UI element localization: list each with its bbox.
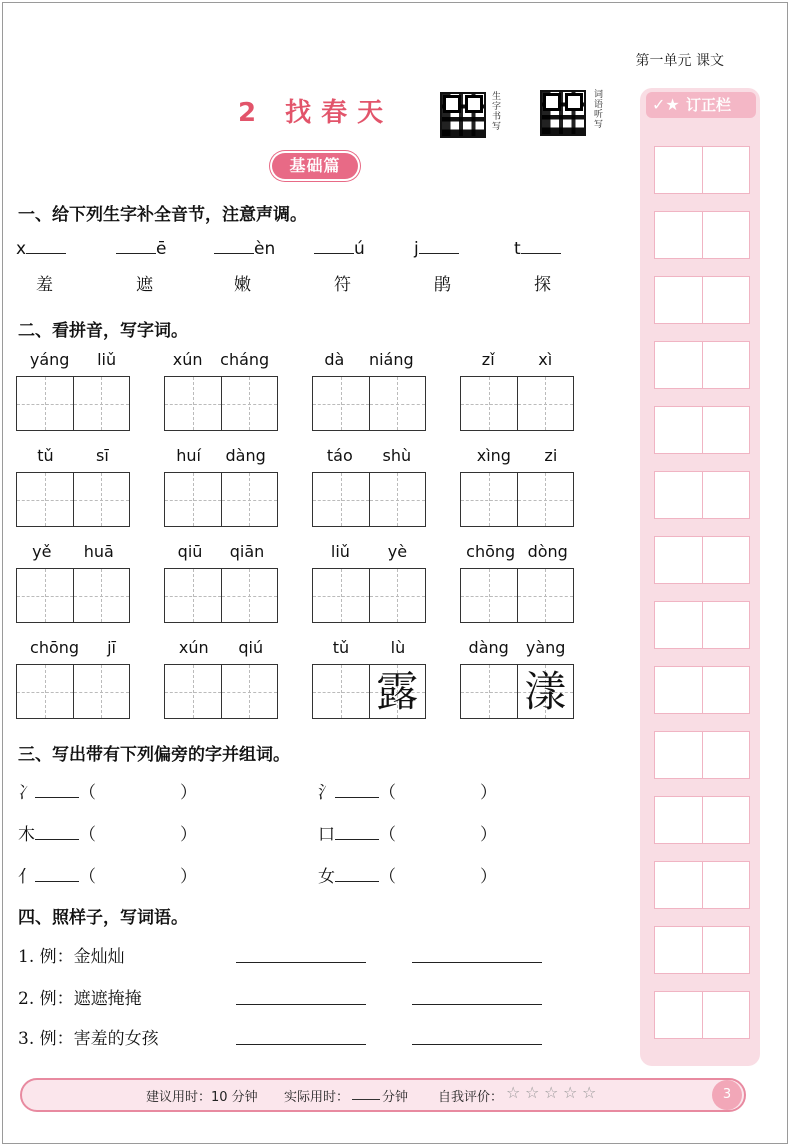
pinyin-label <box>16 542 130 561</box>
pinyin-label <box>460 638 574 657</box>
correction-cell[interactable] <box>703 732 750 778</box>
pinyin-label <box>312 350 426 369</box>
pinyin-syllable: liǔ <box>97 350 117 369</box>
correction-cell[interactable] <box>655 797 703 843</box>
syllable-given: èn <box>254 239 276 259</box>
correction-cell[interactable] <box>703 212 750 258</box>
syllable-blank[interactable] <box>116 238 166 259</box>
grid-cell[interactable] <box>165 569 222 622</box>
qr-code-icon[interactable] <box>440 92 486 138</box>
radical: 冫 <box>18 783 35 803</box>
syllable-input[interactable] <box>214 238 254 254</box>
pinyin-syllable: xìng <box>476 446 511 465</box>
pinyin-syllable: táo <box>326 446 353 465</box>
pinyin-syllable: huā <box>83 542 114 561</box>
char-input[interactable] <box>35 824 79 840</box>
grid-cell[interactable] <box>461 569 518 622</box>
writing-grid[interactable] <box>312 568 426 623</box>
actual-time-input[interactable] <box>352 1086 380 1100</box>
syllable-given: ú <box>354 239 365 259</box>
star-icon[interactable]: ☆ <box>506 1083 521 1102</box>
pinyin-syllable: shù <box>382 446 412 465</box>
pinyin-syllable: niáng <box>368 350 414 369</box>
writing-grid[interactable] <box>164 568 278 623</box>
answer-line[interactable] <box>412 1004 542 1005</box>
grid-cell[interactable] <box>17 569 74 622</box>
radical-row <box>318 778 497 803</box>
target-character: 嫩 <box>234 275 251 295</box>
paren-close: ） <box>180 867 197 887</box>
grid-cell[interactable] <box>165 473 222 526</box>
pinyin-syllable: qiú <box>238 638 264 657</box>
pinyin-syllable: dòng <box>527 542 568 561</box>
paren-close: ） <box>180 783 197 803</box>
pinyin-label <box>16 446 130 465</box>
grid-cell[interactable] <box>461 665 518 718</box>
syllable-input[interactable] <box>521 238 561 254</box>
correction-cell[interactable] <box>703 862 750 908</box>
writing-grid[interactable] <box>164 376 278 431</box>
correction-cell[interactable] <box>703 407 750 453</box>
correction-cell[interactable] <box>655 147 703 193</box>
writing-grid[interactable] <box>312 472 426 527</box>
correction-cell[interactable] <box>703 147 750 193</box>
correction-cell[interactable] <box>655 342 703 388</box>
writing-grid[interactable] <box>16 664 130 719</box>
correction-cell[interactable] <box>703 537 750 583</box>
correction-cell[interactable] <box>703 342 750 388</box>
grid-cell[interactable] <box>461 377 518 430</box>
lesson-title: 2 找春天 <box>238 98 394 128</box>
pinyin-syllable: chōng <box>30 638 80 657</box>
correction-grid[interactable] <box>654 536 750 584</box>
correction-grid[interactable] <box>654 146 750 194</box>
grid-cell[interactable] <box>518 473 574 526</box>
radical-row <box>318 862 497 887</box>
sidebar-title: 订正栏 <box>646 92 756 118</box>
correction-cell[interactable] <box>655 992 703 1038</box>
correction-cell[interactable] <box>703 667 750 713</box>
grid-cell[interactable] <box>518 569 574 622</box>
correction-cell[interactable] <box>655 537 703 583</box>
correction-cell[interactable] <box>655 927 703 973</box>
paren-open: （ <box>379 783 396 803</box>
pinyin-label <box>460 350 574 369</box>
pinyin-label <box>164 542 278 561</box>
grid-character: 漾 <box>524 667 567 716</box>
grid-cell[interactable] <box>518 665 574 718</box>
pinyin-syllable: chōng <box>466 542 516 561</box>
star-icon[interactable]: ☆ <box>582 1083 597 1102</box>
char-input[interactable] <box>35 866 79 882</box>
example-item: 1. 例：金灿灿 <box>18 947 125 967</box>
pinyin-label <box>164 638 278 657</box>
grid-cell[interactable] <box>74 569 130 622</box>
syllable-given: j <box>414 239 419 259</box>
grid-cell[interactable] <box>74 473 130 526</box>
radical: 氵 <box>318 783 335 803</box>
correction-grid[interactable] <box>654 666 750 714</box>
writing-grid[interactable] <box>460 376 574 431</box>
correction-cell[interactable] <box>655 472 703 518</box>
answer-line[interactable] <box>412 1044 542 1045</box>
correction-grid[interactable] <box>654 601 750 649</box>
pinyin-syllable: dàng <box>225 446 266 465</box>
writing-grid[interactable] <box>16 472 130 527</box>
correction-cell[interactable] <box>703 992 750 1038</box>
pinyin-syllable: xún <box>172 350 203 369</box>
example-item: 3. 例：害羞的女孩 <box>18 1029 159 1049</box>
pinyin-syllable: yáng <box>29 350 70 369</box>
grid-cell[interactable] <box>370 665 426 718</box>
answer-line[interactable] <box>236 1004 366 1005</box>
writing-grid[interactable] <box>460 568 574 623</box>
syllable-blank[interactable] <box>314 238 365 259</box>
correction-cell[interactable] <box>655 732 703 778</box>
syllable-blank[interactable] <box>214 238 275 259</box>
pinyin-syllable: dàng <box>468 638 509 657</box>
pinyin-syllable: liǔ <box>330 542 350 561</box>
grid-cell[interactable] <box>74 665 130 718</box>
grid-cell[interactable] <box>222 473 278 526</box>
section1-heading: 一、给下列生字补全音节，注意声调。 <box>18 205 307 225</box>
paren-open: （ <box>79 825 96 845</box>
pinyin-syllable: yě <box>32 542 52 561</box>
grid-cell[interactable] <box>370 377 426 430</box>
answer-line[interactable] <box>236 962 366 963</box>
pinyin-label <box>460 542 574 561</box>
correction-cell[interactable] <box>703 797 750 843</box>
grid-cell[interactable] <box>370 473 426 526</box>
syllable-given: ē <box>156 239 167 259</box>
grid-cell[interactable] <box>370 569 426 622</box>
actual-time-unit: 分钟 <box>382 1090 409 1105</box>
section3-heading: 三、写出带有下列偏旁的字并组词。 <box>18 745 290 765</box>
pinyin-syllable: yè <box>387 542 408 561</box>
pinyin-label <box>312 542 426 561</box>
star-icon[interactable]: ☆ <box>563 1083 578 1102</box>
paren-open: （ <box>379 867 396 887</box>
target-character: 探 <box>534 275 551 295</box>
correction-cell[interactable] <box>655 602 703 648</box>
radical-row <box>18 778 197 803</box>
correction-cell[interactable] <box>655 277 703 323</box>
paren-close: ） <box>480 783 497 803</box>
correction-cell[interactable] <box>703 927 750 973</box>
grid-cell[interactable] <box>17 665 74 718</box>
pinyin-syllable: jī <box>107 638 116 657</box>
radical-row <box>18 820 197 845</box>
pinyin-syllable: yàng <box>525 638 566 657</box>
grid-cell[interactable] <box>165 377 222 430</box>
pinyin-syllable: zi <box>544 446 558 465</box>
correction-cell[interactable] <box>655 407 703 453</box>
pinyin-syllable: dà <box>324 350 345 369</box>
syllable-input[interactable] <box>116 238 156 254</box>
pinyin-label <box>312 638 426 657</box>
grid-cell[interactable] <box>313 665 370 718</box>
pinyin-label <box>164 446 278 465</box>
radical: 口 <box>318 825 335 845</box>
writing-grid[interactable] <box>460 472 574 527</box>
target-character: 遮 <box>136 275 153 295</box>
writing-grid[interactable] <box>16 568 130 623</box>
grid-cell[interactable] <box>165 665 222 718</box>
syllable-blank[interactable] <box>16 238 66 259</box>
pinyin-syllable: qiān <box>229 542 265 561</box>
syllable-blank[interactable] <box>514 238 561 259</box>
correction-grid[interactable] <box>654 406 750 454</box>
pinyin-syllable: tǔ <box>332 638 350 657</box>
radical: 木 <box>18 825 35 845</box>
pinyin-label <box>16 350 130 369</box>
page-number: 3 <box>712 1080 742 1110</box>
self-eval-label: 自我评价： <box>438 1090 504 1105</box>
grid-cell[interactable] <box>17 473 74 526</box>
pinyin-syllable: huí <box>176 446 201 465</box>
char-input[interactable] <box>335 782 379 798</box>
answer-line[interactable] <box>236 1044 366 1045</box>
grid-cell[interactable] <box>222 665 278 718</box>
correction-grid[interactable] <box>654 861 750 909</box>
pinyin-label <box>16 638 130 657</box>
grid-cell[interactable] <box>518 377 574 430</box>
correction-grid[interactable] <box>654 211 750 259</box>
char-input[interactable] <box>35 782 79 798</box>
pinyin-label <box>164 350 278 369</box>
target-character: 鹃 <box>434 275 451 295</box>
correction-grid[interactable] <box>654 926 750 974</box>
syllable-given: t <box>514 239 521 259</box>
grid-cell[interactable] <box>74 377 130 430</box>
radical-row <box>318 820 497 845</box>
pinyin-syllable: tǔ <box>37 446 54 465</box>
syllable-blank[interactable] <box>414 238 459 259</box>
paren-open: （ <box>79 867 96 887</box>
pinyin-syllable: lù <box>390 638 406 657</box>
grid-cell[interactable] <box>313 377 370 430</box>
char-input[interactable] <box>335 866 379 882</box>
answer-line[interactable] <box>412 962 542 963</box>
target-character: 符 <box>334 275 351 295</box>
star-icon[interactable]: ☆ <box>525 1083 540 1102</box>
target-character: 羞 <box>36 275 53 295</box>
correction-cell[interactable] <box>655 862 703 908</box>
qr2-label: 词语听写 <box>594 90 604 130</box>
pinyin-label <box>460 446 574 465</box>
qr-code-icon[interactable] <box>540 90 586 136</box>
syllable-input[interactable] <box>314 238 354 254</box>
grid-cell[interactable] <box>461 473 518 526</box>
paren-close: ） <box>480 867 497 887</box>
correction-grid[interactable] <box>654 471 750 519</box>
writing-grid[interactable] <box>312 664 426 719</box>
actual-time-label: 实际用时： <box>284 1090 350 1105</box>
suggested-time: 建议用时：10 分钟 <box>146 1090 258 1105</box>
writing-grid[interactable] <box>164 664 278 719</box>
writing-grid[interactable] <box>312 376 426 431</box>
char-input[interactable] <box>335 824 379 840</box>
pinyin-syllable: cháng <box>220 350 270 369</box>
section4-heading: 四、照样子，写词语。 <box>18 908 188 928</box>
correction-cell[interactable] <box>703 472 750 518</box>
pinyin-syllable: zǐ <box>481 350 495 369</box>
paren-close: ） <box>180 825 197 845</box>
grid-cell[interactable] <box>222 377 278 430</box>
correction-cell[interactable] <box>655 667 703 713</box>
pinyin-syllable: xì <box>538 350 553 369</box>
syllable-input[interactable] <box>26 238 66 254</box>
section2-heading: 二、看拼音，写字词。 <box>18 321 188 341</box>
writing-grid[interactable] <box>16 376 130 431</box>
syllable-input[interactable] <box>419 238 459 254</box>
writing-grid[interactable] <box>460 664 574 719</box>
pinyin-syllable: xún <box>178 638 209 657</box>
correction-grid[interactable] <box>654 731 750 779</box>
grid-character: 露 <box>376 667 419 716</box>
radical: 女 <box>318 867 335 887</box>
paren-open: （ <box>379 825 396 845</box>
basic-badge: 基础篇 <box>272 153 358 179</box>
grid-cell[interactable] <box>222 569 278 622</box>
correction-cell[interactable] <box>703 602 750 648</box>
grid-cell[interactable] <box>313 569 370 622</box>
paren-close: ） <box>480 825 497 845</box>
qr1-label: 生字书写 <box>492 92 502 132</box>
radical: 亻 <box>18 867 35 887</box>
correction-grid[interactable] <box>654 796 750 844</box>
pinyin-label <box>312 446 426 465</box>
check-star-icon: ✓★ <box>652 95 680 114</box>
unit-label: 第一单元 课文 <box>635 53 724 69</box>
pinyin-syllable: sī <box>96 446 109 465</box>
radical-row <box>18 862 197 887</box>
correction-cell[interactable] <box>655 212 703 258</box>
grid-cell[interactable] <box>17 377 74 430</box>
writing-grid[interactable] <box>164 472 278 527</box>
syllable-given: x <box>16 239 27 259</box>
correction-grid[interactable] <box>654 341 750 389</box>
pinyin-syllable: qiū <box>177 542 203 561</box>
example-item: 2. 例：遮遮掩掩 <box>18 989 142 1009</box>
paren-open: （ <box>79 783 96 803</box>
star-icon[interactable]: ☆ <box>544 1083 559 1102</box>
correction-cell[interactable] <box>703 277 750 323</box>
correction-grid[interactable] <box>654 991 750 1039</box>
grid-cell[interactable] <box>313 473 370 526</box>
correction-grid[interactable] <box>654 276 750 324</box>
